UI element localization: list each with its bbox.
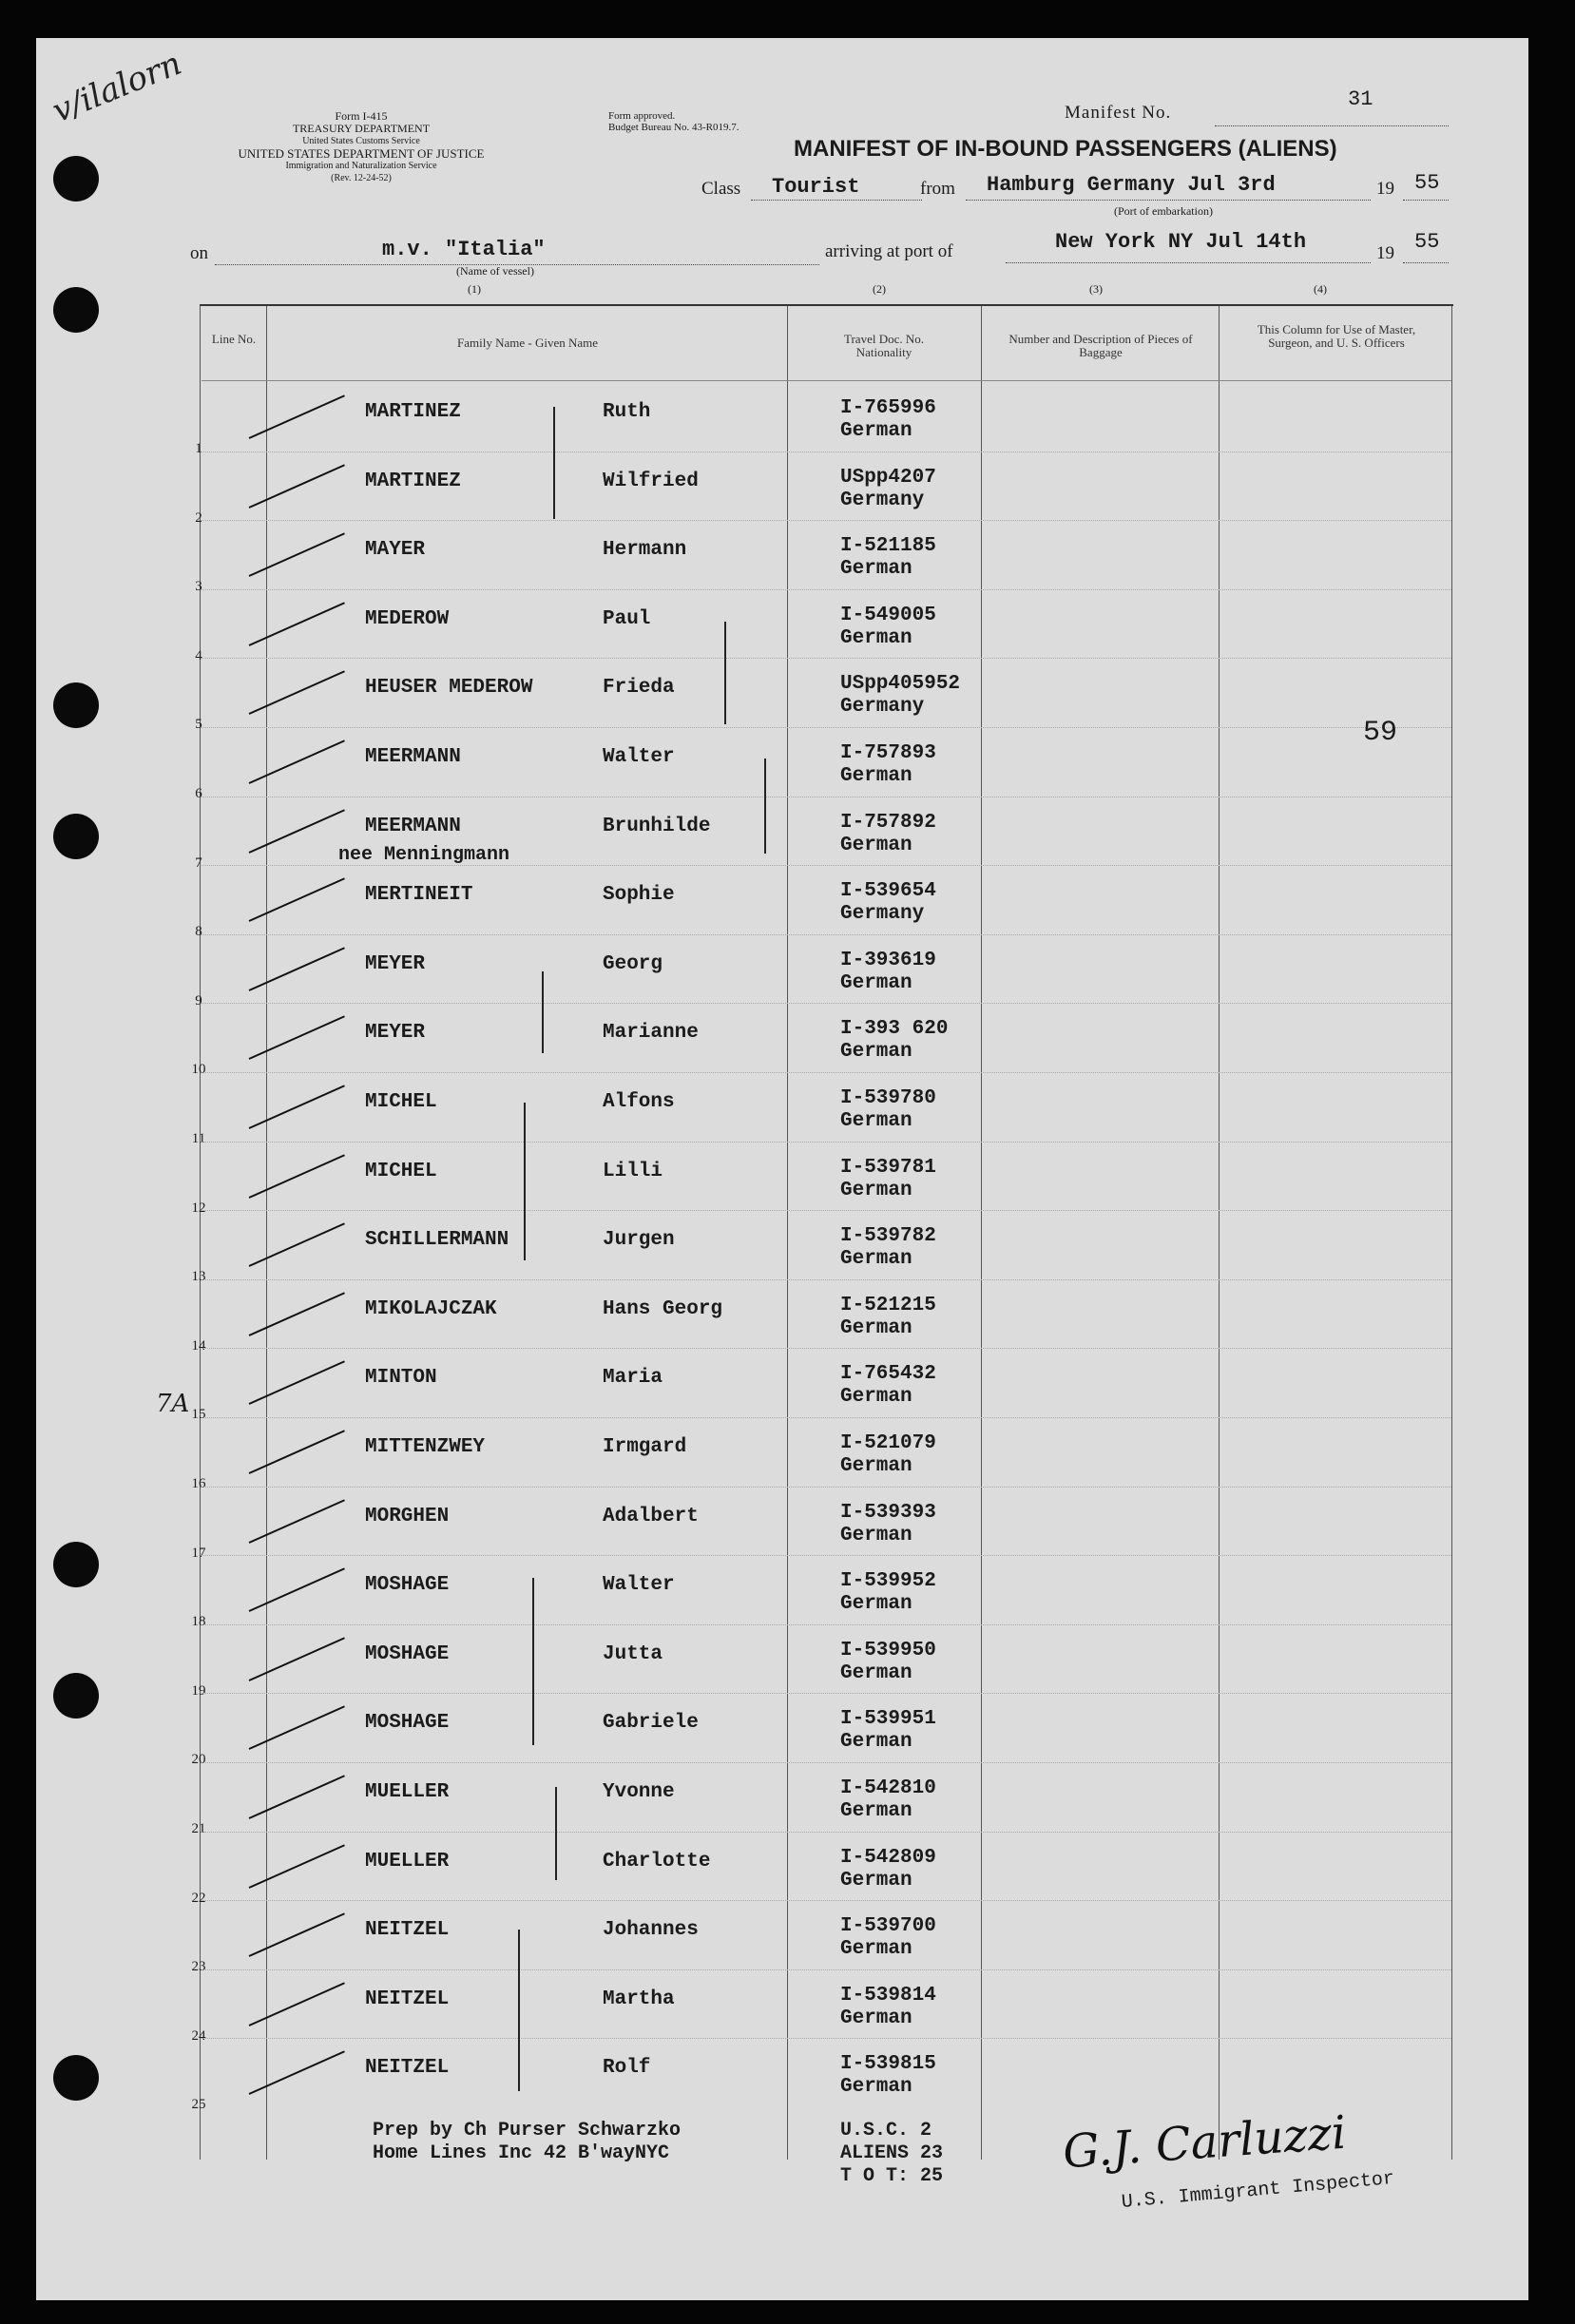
nationality: German <box>840 1455 912 1477</box>
travel-doc <box>840 1502 936 1547</box>
travel-doc-number: I-539814 <box>840 1984 936 2007</box>
form-approved: Form approved. <box>608 110 676 122</box>
nationality: German <box>840 1524 912 1546</box>
nationality: German <box>840 1661 912 1684</box>
travel-doc <box>840 1295 936 1340</box>
travel-doc-number: USpp4207 <box>840 466 936 489</box>
given-name: Yvonne <box>603 1781 675 1803</box>
nationality: German <box>840 834 912 856</box>
line-number: 7 <box>195 855 202 871</box>
nationality: German <box>840 626 912 649</box>
travel-doc <box>840 397 936 443</box>
nationality: German <box>840 1593 912 1616</box>
given-name: Walter <box>603 1574 675 1597</box>
arrival-value: New York NY Jul 14th <box>1055 230 1307 254</box>
family-name: MICHEL <box>365 1091 437 1113</box>
family-name: MEYER <box>365 1022 426 1045</box>
approval-block <box>608 110 739 133</box>
row-divider <box>202 520 1451 521</box>
given-name: Rolf <box>603 2057 651 2080</box>
col-header-name: Family Name - Given Name <box>456 336 598 350</box>
line-number: 16 <box>191 1476 206 1491</box>
year-1: 55 <box>1414 171 1440 195</box>
col-num-3: (3) <box>1089 282 1103 296</box>
travel-doc <box>840 605 936 650</box>
line-number: 24 <box>191 2027 206 2044</box>
family-name: MEDEROW <box>365 607 450 630</box>
col-num-4: (4) <box>1314 282 1327 296</box>
arriving-label: arriving at port of <box>825 241 953 261</box>
given-name: Hans Georg <box>603 1297 723 1320</box>
col-header-officers: This Column for Use of Master, Surgeon, and U. S. Officers <box>1257 322 1416 350</box>
travel-doc-number: I-521215 <box>840 1294 936 1316</box>
family-name: MARTINEZ <box>365 470 461 492</box>
given-name: Frieda <box>603 677 675 700</box>
family-name: MOSHAGE <box>365 1574 450 1597</box>
year-2: 55 <box>1414 230 1440 254</box>
line-number: 1 <box>195 441 202 456</box>
line-number: 13 <box>191 1269 206 1285</box>
travel-doc-number: I-539952 <box>840 1570 936 1593</box>
given-name: Wilfried <box>603 470 699 492</box>
row-divider <box>202 1348 1451 1349</box>
row-divider <box>202 1762 1451 1763</box>
row-divider <box>202 589 1451 590</box>
travel-doc <box>840 535 936 581</box>
line-number: 5 <box>195 717 202 733</box>
given-name: Marianne <box>603 1022 699 1045</box>
given-name: Hermann <box>603 539 687 562</box>
travel-doc <box>840 950 936 995</box>
officer-mark-59: 59 <box>1363 717 1398 749</box>
nationality: German <box>840 1248 912 1271</box>
row-divider <box>202 1072 1451 1073</box>
travel-doc <box>840 1432 936 1478</box>
given-name: Maria <box>603 1367 663 1390</box>
vessel-label: (Name of vessel) <box>456 264 534 278</box>
family-name: MICHEL <box>365 1160 437 1182</box>
given-name: Gabriele <box>603 1712 699 1735</box>
punch-hole <box>53 814 99 859</box>
nationality: German <box>840 971 912 994</box>
totals-aliens: ALIENS 23 <box>840 2142 944 2164</box>
nationality: German <box>840 765 912 787</box>
travel-doc <box>840 1847 936 1892</box>
given-name: Alfons <box>603 1091 675 1113</box>
given-name: Jutta <box>603 1642 663 1665</box>
row-divider <box>202 1969 1451 1970</box>
nationality: German <box>840 2007 912 2029</box>
travel-doc-number: I-539950 <box>840 1639 936 1661</box>
year-prefix-1: 19 <box>1376 179 1394 199</box>
family-name: MEERMANN <box>365 815 461 837</box>
punch-hole <box>53 1542 99 1587</box>
class-label: Class <box>701 179 741 199</box>
family-name: MORGHEN <box>365 1505 450 1527</box>
manifest-no-value: 31 <box>1348 87 1373 111</box>
year-prefix-2: 19 <box>1376 243 1394 263</box>
given-name: Lilli <box>603 1160 663 1182</box>
travel-doc <box>840 1157 936 1202</box>
travel-doc-number: I-521185 <box>840 535 936 558</box>
row-divider <box>202 1142 1451 1143</box>
travel-doc <box>840 1708 936 1754</box>
line-number: 21 <box>191 1821 206 1836</box>
row-divider <box>202 658 1451 659</box>
line-number: 22 <box>191 1890 206 1906</box>
totals-block <box>840 2120 943 2188</box>
row-divider <box>202 865 1451 866</box>
nationality: German <box>840 558 912 581</box>
justice-label: UNITED STATES DEPARTMENT OF JUSTICE <box>238 146 485 161</box>
margin-mark-7a: 7A <box>156 1390 190 1418</box>
line-number: 4 <box>195 647 202 663</box>
travel-doc <box>840 467 936 512</box>
family-name: MEERMANN <box>365 746 461 768</box>
travel-doc-number: I-393619 <box>840 949 936 971</box>
row-divider <box>202 1624 1451 1625</box>
travel-doc <box>840 1363 936 1409</box>
row-divider <box>202 1279 1451 1280</box>
budget-bureau: Budget Bureau No. 43-R019.7. <box>608 122 739 133</box>
nationality: Germany <box>840 489 925 511</box>
margin-note: v/ilalorn <box>47 44 187 131</box>
line-number: 23 <box>191 1959 206 1975</box>
given-name: Irmgard <box>603 1436 687 1458</box>
vessel-value: m.v. "Italia" <box>382 238 546 261</box>
row-divider <box>202 1900 1451 1901</box>
nationality: Germany <box>840 903 925 926</box>
nationality: German <box>840 1869 912 1892</box>
class-value: Tourist <box>772 175 860 199</box>
punch-hole <box>53 682 99 728</box>
prep-line-2: Home Lines Inc 42 B'wayNYC <box>373 2142 670 2164</box>
line-number: 2 <box>195 509 202 526</box>
travel-doc <box>840 1777 936 1823</box>
travel-doc <box>840 1640 936 1685</box>
travel-doc <box>840 2053 936 2099</box>
col-num-2: (2) <box>873 282 886 296</box>
given-name: Walter <box>603 746 675 768</box>
travel-doc-number: I-539815 <box>840 2053 936 2076</box>
col-num-1: (1) <box>468 282 481 296</box>
given-name: Brunhilde <box>603 815 711 837</box>
travel-doc <box>840 1915 936 1961</box>
travel-doc <box>840 1018 948 1064</box>
punch-hole <box>53 1673 99 1719</box>
nationality: Germany <box>840 696 925 719</box>
travel-doc <box>840 1570 936 1616</box>
nationality: German <box>840 1386 912 1409</box>
family-name: MINTON <box>365 1367 437 1390</box>
travel-doc-number: USpp405952 <box>840 673 961 696</box>
family-name: NEITZEL <box>365 2057 450 2080</box>
nationality: German <box>840 1800 912 1822</box>
nationality: German <box>840 1110 912 1132</box>
manifest-no-label: Manifest No. <box>1065 103 1172 123</box>
given-name: Charlotte <box>603 1850 711 1873</box>
nationality: German <box>840 1731 912 1754</box>
travel-doc <box>840 742 936 788</box>
inspector-label: U.S. Immigrant Inspector <box>1120 2167 1395 2214</box>
travel-doc-number: I-757892 <box>840 811 936 834</box>
row-divider <box>202 1555 1451 1556</box>
travel-doc <box>840 1087 936 1133</box>
given-name: Paul <box>603 607 651 630</box>
line-number: 8 <box>195 924 202 940</box>
travel-doc-number: I-539654 <box>840 880 936 903</box>
family-name: MUELLER <box>365 1781 450 1803</box>
totals-total: T O T: 25 <box>840 2165 944 2187</box>
row-divider <box>202 1832 1451 1833</box>
line-number: 25 <box>191 2097 206 2113</box>
family-name: SCHILLERMANN <box>365 1229 509 1252</box>
nationality: German <box>840 2076 912 2099</box>
nationality: German <box>840 1316 912 1339</box>
col-header-line-no: Line No. <box>211 332 257 346</box>
family-name: MERTINEIT <box>365 884 473 907</box>
row-divider <box>202 1693 1451 1694</box>
punch-hole <box>53 156 99 202</box>
travel-doc-number: I-765996 <box>840 397 936 419</box>
nationality: German <box>840 1041 912 1064</box>
family-name: MARTINEZ <box>365 401 461 423</box>
page-title: MANIFEST OF IN-BOUND PASSENGERS (ALIENS) <box>794 136 1337 162</box>
line-number: 9 <box>195 992 202 1008</box>
travel-doc-number: I-539951 <box>840 1708 936 1731</box>
totals-usc: U.S.C. 2 <box>840 2120 932 2142</box>
given-name: Sophie <box>603 884 675 907</box>
travel-doc-number: I-539781 <box>840 1156 936 1179</box>
family-name: MITTENZWEY <box>365 1436 486 1458</box>
row-divider <box>202 1003 1451 1004</box>
travel-doc-number: I-539782 <box>840 1225 936 1248</box>
travel-doc <box>840 673 960 719</box>
line-number: 18 <box>191 1614 206 1630</box>
given-name: Ruth <box>603 401 651 423</box>
travel-doc <box>840 1985 936 2030</box>
col-header-travel-doc: Travel Doc. No. Nationality <box>843 332 924 359</box>
family-name: NEITZEL <box>365 1988 450 2010</box>
rev-label: (Rev. 12-24-52) <box>331 173 392 183</box>
punch-hole <box>53 2055 99 2101</box>
given-name: Johannes <box>603 1919 699 1942</box>
row-divider <box>202 451 1451 452</box>
on-label: on <box>190 243 208 263</box>
family-name: MOSHAGE <box>365 1712 450 1735</box>
line-number: 12 <box>191 1200 206 1216</box>
line-number: 17 <box>191 1545 206 1561</box>
nationality: German <box>840 420 912 442</box>
maiden-name-note: nee Menningmann <box>338 843 510 866</box>
line-number: 20 <box>191 1752 206 1768</box>
form-agency-block <box>190 110 532 184</box>
port-embark-label: (Port of embarkation) <box>1114 204 1213 218</box>
prep-line-1: Prep by Ch Purser Schwarzko <box>373 2120 682 2142</box>
given-name: Georg <box>603 952 663 975</box>
given-name: Martha <box>603 1988 675 2010</box>
line-number: 19 <box>191 1682 206 1699</box>
family-name: HEUSER MEDEROW <box>365 677 533 700</box>
given-name: Adalbert <box>603 1505 699 1527</box>
row-divider <box>202 934 1451 935</box>
given-name: Jurgen <box>603 1229 675 1252</box>
family-name: MIKOLAJCZAK <box>365 1297 497 1320</box>
from-label: from <box>920 179 955 199</box>
row-divider <box>202 1417 1451 1418</box>
travel-doc-number: I-765432 <box>840 1363 936 1386</box>
travel-doc-number: I-549005 <box>840 604 936 626</box>
line-number: 15 <box>191 1407 206 1423</box>
row-divider <box>202 1487 1451 1488</box>
line-number: 10 <box>191 1062 206 1078</box>
family-name: MEYER <box>365 952 426 975</box>
travel-doc-number: I-393 620 <box>840 1018 949 1041</box>
line-number: 14 <box>191 1337 206 1354</box>
family-name: NEITZEL <box>365 1919 450 1942</box>
line-number: 6 <box>195 786 202 801</box>
family-name: MAYER <box>365 539 426 562</box>
row-divider <box>202 1210 1451 1211</box>
from-value: Hamburg Germany Jul 3rd <box>987 173 1276 197</box>
line-number: 11 <box>191 1131 206 1146</box>
row-divider <box>202 727 1451 728</box>
nationality: German <box>840 1938 912 1961</box>
row-divider <box>202 2038 1451 2039</box>
col-header-baggage: Number and Description of Pieces of Baggage <box>1008 332 1193 359</box>
travel-doc-number: I-757893 <box>840 742 936 764</box>
travel-doc-number: I-539393 <box>840 1501 936 1524</box>
punch-hole <box>53 287 99 333</box>
treasury-label: TREASURY DEPARTMENT <box>292 122 431 135</box>
travel-doc <box>840 1225 936 1271</box>
travel-doc-number: I-539780 <box>840 1087 936 1109</box>
travel-doc <box>840 880 936 926</box>
travel-doc-number: I-539700 <box>840 1915 936 1938</box>
form-number: Form I-415 <box>335 109 388 123</box>
line-number: 3 <box>195 579 202 595</box>
travel-doc-number: I-542810 <box>840 1777 936 1799</box>
travel-doc-number: I-542809 <box>840 1846 936 1869</box>
customs-label: United States Customs Service <box>302 136 420 146</box>
family-name: MUELLER <box>365 1850 450 1873</box>
ins-label: Immigration and Naturalization Service <box>285 161 437 171</box>
nationality: German <box>840 1179 912 1201</box>
family-name: MOSHAGE <box>365 1642 450 1665</box>
travel-doc-number: I-521079 <box>840 1432 936 1454</box>
travel-doc <box>840 812 936 857</box>
inspector-signature: G.J. Carluzzi <box>1061 2105 1348 2180</box>
prep-block <box>373 2120 681 2165</box>
